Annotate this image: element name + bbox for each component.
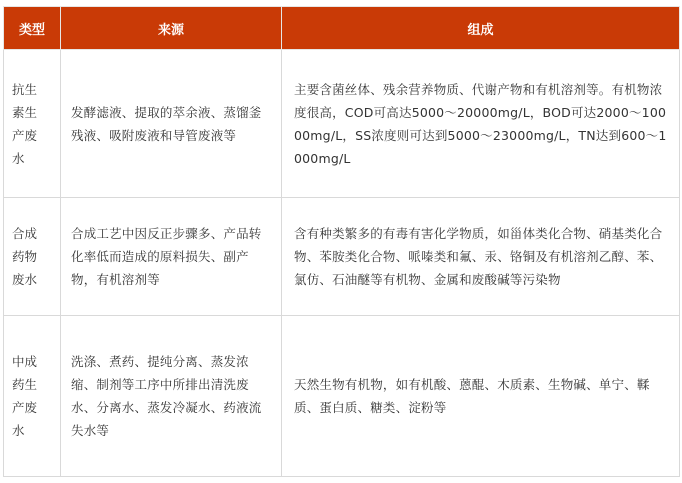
source-cell [61,198,282,316]
source-cell [61,316,282,477]
table-row [4,198,680,316]
table-row [4,316,680,477]
composition-text: 主要含菌丝体、残余营养物质、代谢产物和有机溶剂等。有机物浓度很高，COD可高达5000～20000mg/L，BOD可达2000～10000mg/L，SS浓度则可达到5000～23000mg/L，TN达到600～1000mg/L [294,81,667,166]
composition-cell [282,316,680,477]
type-label: 合成药物废水 [12,226,38,287]
composition-text: 含有种类繁多的有毒有害化学物质，如甾体类化合物、硝基类化合物、苯胺类化合物、哌嗪类和氟、汞、铬铜及有机溶剂乙醇、苯、氯仿、石油醚等有机物、金属和废酸碱等污染物 [294,226,663,287]
type-label: 中成药生产废水 [12,354,38,438]
type-cell [4,198,61,316]
composition-cell [282,50,680,198]
source-cell [61,50,282,198]
source-text: 合成工艺中因反正步骤多、产品转化率低而造成的原料损失、副产物，有机溶剂等 [71,226,262,287]
type-label: 抗生素生产废水 [12,81,38,166]
table-row [4,50,680,198]
source-text: 洗涤、煮药、提纯分离、蒸发浓缩、制剂等工序中所排出清洗废水、分离水、蒸发冷凝水、药液流失水等 [71,354,262,438]
header-composition: 组成 [282,7,680,50]
source-text: 发酵滤液、提取的萃余液、蒸馏釜残液、吸附废液和导管废液等 [71,104,262,143]
composition-cell [282,198,680,316]
type-cell [4,316,61,477]
header-source: 来源 [61,7,282,50]
header-type: 类型 [4,7,61,50]
type-cell [4,50,61,198]
table-header-row [4,7,680,50]
wastewater-table [3,6,680,477]
composition-text: 天然生物有机物，如有机酸、蒽醌、木质素、生物碱、单宁、鞣质、蛋白质、糖类、淀粉等 [294,377,650,415]
